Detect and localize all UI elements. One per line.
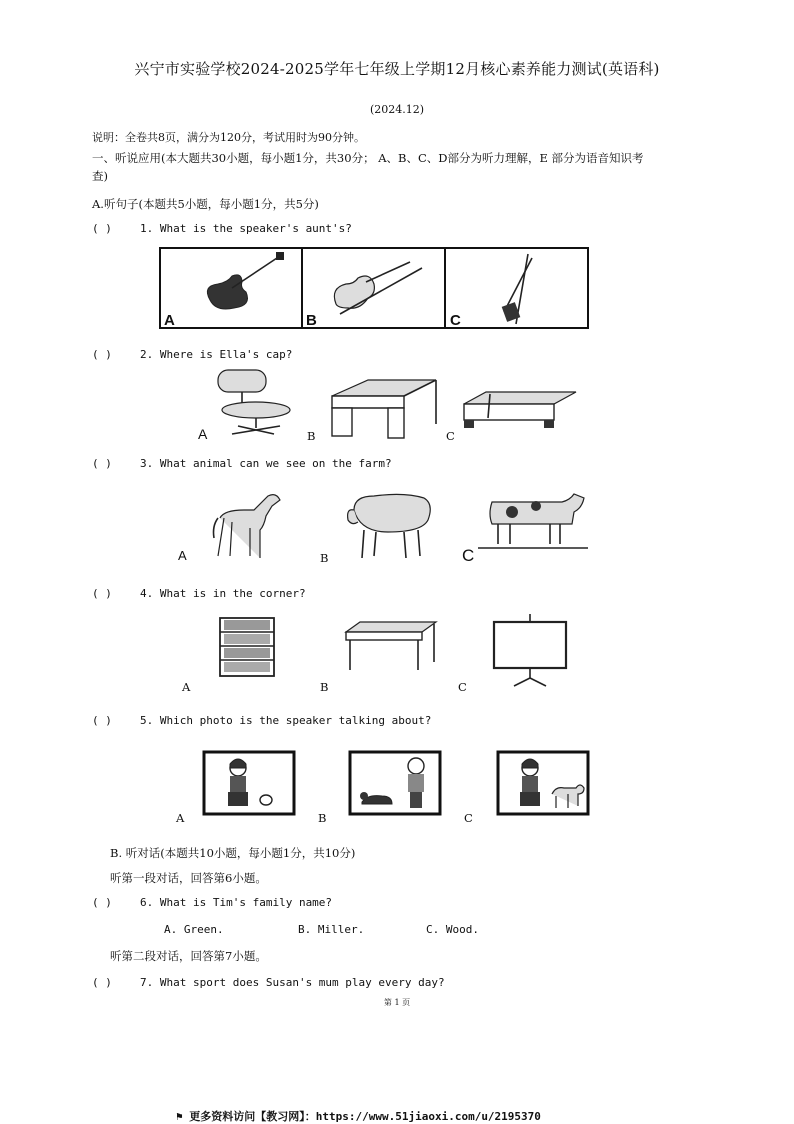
q6-option-b[interactable]: B. Miller. — [298, 923, 365, 936]
option-label-b: B — [320, 680, 329, 694]
section1-heading: 一、听说应用(本大题共30小题，每小题1分，共30分； A、B、C、D部分为听力理解，E 部分为语音知识考 — [92, 151, 644, 165]
question-text: 4. What is in the corner? — [140, 587, 306, 600]
partA-heading: A.听句子(本题共5小题，每小题1分，共5分) — [92, 197, 319, 211]
option-label-a: A — [182, 680, 191, 694]
desk-icon[interactable] — [328, 378, 438, 440]
option-label-c: C — [462, 546, 475, 565]
chair-icon[interactable] — [210, 368, 290, 438]
answer-blank[interactable]: ( ) — [92, 587, 112, 600]
girl-with-cap-photo[interactable] — [202, 750, 296, 816]
question-text: 6. What is Tim's family name? — [140, 896, 333, 909]
question-text: 1. What is the speaker's aunt's? — [140, 222, 352, 235]
question-5 — [92, 714, 431, 727]
boy-with-dog-photo[interactable] — [348, 750, 442, 816]
answer-blank[interactable]: ( ) — [92, 714, 112, 727]
question-3 — [92, 457, 392, 470]
option-label-b: B — [307, 429, 316, 443]
bed-icon[interactable] — [462, 390, 578, 430]
answer-blank[interactable]: ( ) — [92, 348, 112, 361]
whiteboard-icon[interactable] — [490, 612, 570, 688]
page-number: 第 1 页 — [383, 998, 411, 1007]
bookcase-icon[interactable] — [218, 616, 278, 678]
erhu-icon[interactable] — [502, 254, 532, 324]
dialog1-instruction: 听第一段对话，回答第6小题。 — [110, 871, 267, 885]
question-text: 5. Which photo is the speaker talking about? — [140, 714, 432, 727]
answer-blank[interactable]: ( ) — [92, 222, 112, 235]
question-text: 2. Where is Ella's cap? — [140, 348, 293, 361]
exam-note: 说明：全卷共8页，满分为120分，考试用时为90分钟。 — [92, 131, 365, 144]
option-label-b: B — [320, 551, 329, 565]
electric-guitar-icon[interactable] — [207, 252, 284, 309]
option-label-c: C — [446, 429, 455, 443]
resource-link[interactable]: ⚑ 更多资料访问【教习网】：https://www.51jiaoxi.com/u/2195370 — [176, 1110, 541, 1123]
option-label-a: A — [176, 811, 185, 825]
question-6 — [92, 896, 332, 909]
sheep-icon[interactable] — [344, 486, 434, 562]
answer-blank[interactable]: ( ) — [92, 896, 112, 909]
question-text: 7. What sport does Susan's mum play every day? — [140, 976, 445, 989]
option-label-a: A — [198, 426, 208, 442]
option-label-c: C — [450, 312, 461, 329]
cow-icon[interactable] — [478, 492, 590, 552]
table-icon[interactable] — [342, 620, 438, 672]
option-label-a: A — [178, 548, 187, 563]
exam-date: (2024.12) — [369, 103, 425, 116]
option-label-c: C — [458, 680, 467, 694]
option-label-a: A — [164, 312, 175, 329]
exam-title: 兴宁市实验学校2024-2025学年七年级上学期12月核心素养能力测试(英语科) — [134, 60, 660, 78]
question-1 — [92, 222, 352, 235]
option-label-c: C — [464, 811, 473, 825]
question-4 — [92, 587, 306, 600]
option-label-b: B — [306, 312, 317, 329]
girl-with-dog-photo[interactable] — [496, 750, 590, 816]
option-label-b: B — [318, 811, 327, 825]
question-2 — [92, 348, 292, 361]
q6-option-a[interactable]: A. Green. — [164, 923, 224, 936]
q6-option-c[interactable]: C. Wood. — [426, 923, 479, 936]
question-text: 3. What animal can we see on the farm? — [140, 457, 392, 470]
answer-blank[interactable]: ( ) — [92, 457, 112, 470]
dialog2-instruction: 听第二段对话，回答第7小题。 — [110, 949, 267, 963]
q1-options-frame — [160, 248, 590, 330]
horse-icon[interactable] — [210, 488, 282, 560]
partB-heading: B. 听对话(本题共10小题，每小题1分，共10分) — [110, 846, 356, 860]
section1-heading-cont: 查) — [92, 169, 108, 183]
question-7 — [92, 976, 445, 989]
flag-icon: ⚑ — [176, 1110, 183, 1123]
violin-icon[interactable] — [334, 262, 422, 314]
answer-blank[interactable]: ( ) — [92, 976, 112, 989]
